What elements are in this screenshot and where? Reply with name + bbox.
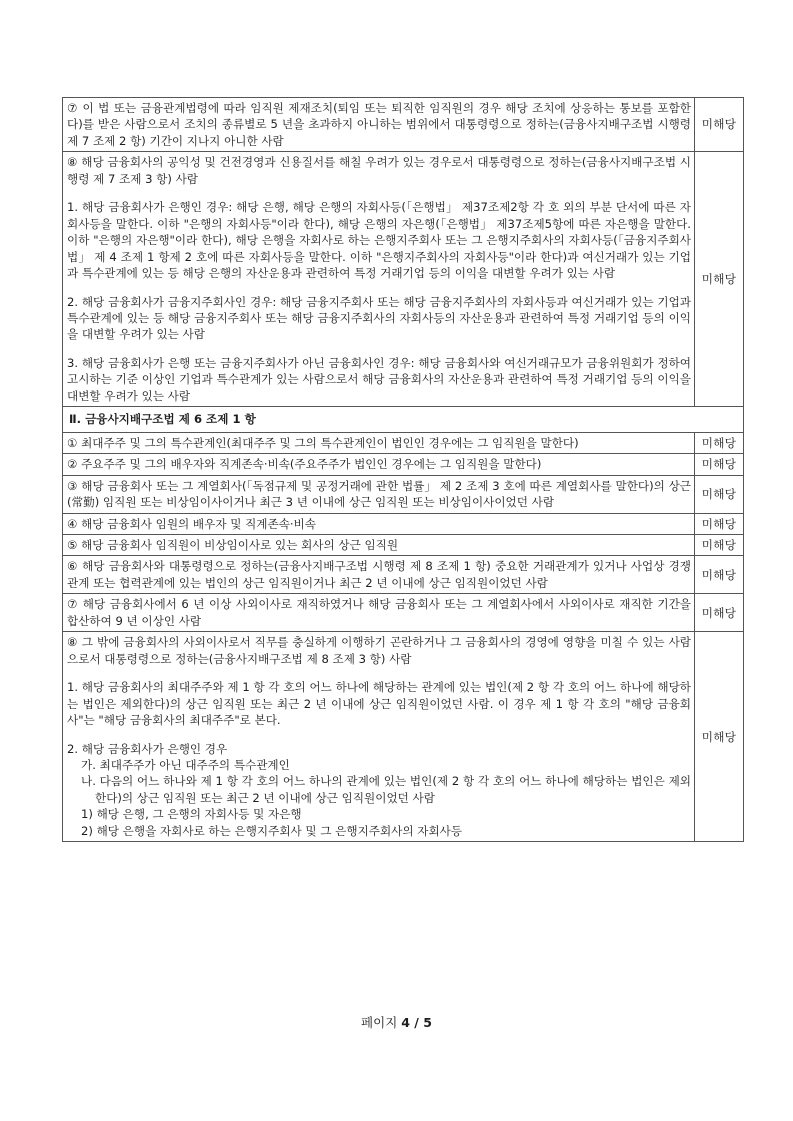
criteria-text: [63, 632, 695, 842]
list-item: 1. 해당 금융회사가 은행인 경우: 해당 은행, 해당 은행의 자회사등(「은행법」 제37조제2항 각 호 외의 부분 단서에 따른 자회사등을 말한다. 이하 "은행의 자회사등"이라 한다), 해당 은행의 자은행(「은행법」 제37조제5항에 따른 자은행을 말한다. 이하 "은행의 자은행"이라 한다), 해당 은행을 자회사로 하는 은행지주회사 또는 그 은행지주회사의 자회사등(「금융지주회사법」 제 4 조제 1 항제 2 호에 따른 자회사등을 말한다. 이하 "은행지주회사의 자회사등"이라 한다)과 여신거래가 있는 기업과 특수관계에 있는 등 해당 은행의 자산운용과 관련하여 특정 거래기업 등의 이익을 대변할 우려가 있는 사람: [67, 200, 691, 281]
criteria-text: ③ 해당 금융회사 또는 그 계열회사(「독점규제 및 공정거래에 관한 법률」 제 2 조제 3 호에 따른 계열회사를 말한다)의 상근(常勤) 임직원 또는 비상임이사이거나 최근 3 년 이내에 상근 임직원 또는 비상임이사이었던 사람: [63, 475, 695, 513]
status-cell: 미해당: [695, 513, 744, 534]
criteria-text: ① 최대주주 및 그의 특수관계인(최대주주 및 그의 특수관계인이 법인인 경우에는 그 임직원을 말한다): [63, 432, 695, 453]
table-row: [63, 98, 744, 152]
criteria-text: ⑥ 해당 금융회사와 대통령령으로 정하는(금융사지배구조법 시행령 제 8 조제 1 항) 중요한 거래관계가 있거나 사업상 경쟁관계 또는 협력관계에 있는 법인의 상근 임직원이거나 최근 2 년 이내에 상근 임직원이었던 사람: [63, 556, 695, 594]
criteria-text: ⑦ 이 법 또는 금융관계법령에 따라 임직원 제재조치(퇴임 또는 퇴직한 임직원의 경우 해당 조치에 상응하는 통보를 포함한다)를 받은 사람으로서 조치의 종류별로 5 년을 초과하지 아니하는 범위에서 대통령령으로 정하는(금융사지배구조법 시행령 제 7 조제 2 항) 기간이 지나지 아니한 사람: [63, 98, 695, 152]
table-row: [63, 475, 744, 513]
list-item: 2) 해당 은행을 자회사로 하는 은행지주회사 및 그 은행지주회사의 자회사등: [81, 823, 463, 838]
table-row: [63, 556, 744, 594]
criteria-intro: ⑧ 그 밖에 금융회사의 사외이사로서 직무를 충실하게 이행하기 곤란하거나 그 금융회사의 경영에 영향을 미칠 수 있는 사람으로서 대통령령으로 정하는(금융사지배구조법 제 8 조제 3 항) 사람: [67, 635, 691, 666]
list-item: 2. 해당 금융회사가 은행인 경우: [67, 741, 228, 756]
criteria-text: ② 주요주주 및 그의 배우자와 직계존속·비속(주요주주가 법인인 경우에는 그 임직원을 말한다): [63, 454, 695, 475]
list-item: 가. 최대주주가 아닌 대주주의 특수관계인: [81, 757, 290, 772]
page-label: 페이지: [361, 1015, 402, 1030]
table-row: [63, 152, 744, 407]
status-cell: 미해당: [695, 632, 744, 842]
status-cell: 미해당: [695, 98, 744, 152]
table-row: [63, 432, 744, 453]
status-cell: 미해당: [695, 432, 744, 453]
criteria-text: [63, 152, 695, 407]
status-cell: 미해당: [695, 454, 744, 475]
list-item: 1. 해당 금융회사의 최대주주와 제 1 항 각 호의 어느 하나에 해당하는 관계에 있는 법인(제 2 항 각 호의 어느 하나에 해당하는 법인은 제외한다)의 상근 임직원 또는 최근 2 년 이내에 상근 임직원이었던 사람. 이 경우 제 1 항 각 호의 "해당 금융회사"는 "해당 금융회사의 최대주주"로 본다.: [67, 680, 691, 728]
page-separator: /: [409, 1015, 424, 1030]
list-item: 2. 해당 금융회사가 금융지주회사인 경우: 해당 금융지주회사 또는 해당 금융지주회사의 자회사등과 여신거래가 있는 기업과 특수관계에 있는 등 해당 금융지주회사 또는 해당 금융지주회사의 자회사등의 자산운용과 관련하여 특정 거래기업 등의 이익을 대변할 우려가 있는 사람: [67, 294, 691, 342]
list-item: 3. 해당 금융회사가 은행 또는 금융지주회사가 아닌 금융회사인 경우: 해당 금융회사와 여신거래규모가 금융위원회가 정하여 고시하는 기준 이상인 기업과 특수관계가 있는 사람으로서 해당 금융회사의 자산운용과 관련하여 특정 거래기업 등의 이익을 대변할 우려가 있는 사람: [67, 355, 691, 403]
criteria-table: [62, 97, 744, 842]
status-cell: 미해당: [695, 475, 744, 513]
criteria-text: ⑤ 해당 금융회사 임직원이 비상임이사로 있는 회사의 상근 임직원: [63, 534, 695, 555]
criteria-intro: ⑧ 해당 금융회사의 공익성 및 건전경영과 신용질서를 해칠 우려가 있는 경우로서 대통령령으로 정하는(금융사지배구조법 시행령 제 7 조제 3 항) 사람: [67, 155, 691, 186]
status-cell: 미해당: [695, 556, 744, 594]
list-item: [67, 773, 691, 806]
status-cell: 미해당: [695, 594, 744, 632]
page-footer: [0, 1013, 793, 1031]
criteria-text: ④ 해당 금융회사 임원의 배우자 및 직계존속·비속: [63, 513, 695, 534]
status-cell: 미해당: [695, 152, 744, 407]
page-total: 5: [423, 1015, 432, 1030]
table-row: [63, 632, 744, 842]
table-row: [63, 534, 744, 555]
section-heading-row: [63, 407, 744, 432]
table-row: [63, 454, 744, 475]
criteria-text: ⑦ 해당 금융회사에서 6 년 이상 사외이사로 재직하였거나 해당 금융회사 또는 그 계열회사에서 사외이사로 재직한 기간을 합산하여 9 년 이상인 사람: [63, 594, 695, 632]
section-heading: Ⅱ. 금융사지배구조법 제 6 조제 1 항: [63, 407, 744, 432]
list-item-text: 나. 다음의 어느 하나와 제 1 항 각 호의 어느 하나의 관계에 있는 법인(제 2 항 각 호의 어느 하나에 해당하는 법인은 제외한다)의 상근 임직원 또는 최근 2 년 이내에 상근 임직원이었던 사람: [81, 774, 691, 805]
page-current: 4: [401, 1015, 410, 1030]
list-item: 1) 해당 은행, 그 은행의 자회사등 및 자은행: [81, 807, 302, 822]
status-cell: 미해당: [695, 534, 744, 555]
table-row: [63, 513, 744, 534]
table-row: [63, 594, 744, 632]
